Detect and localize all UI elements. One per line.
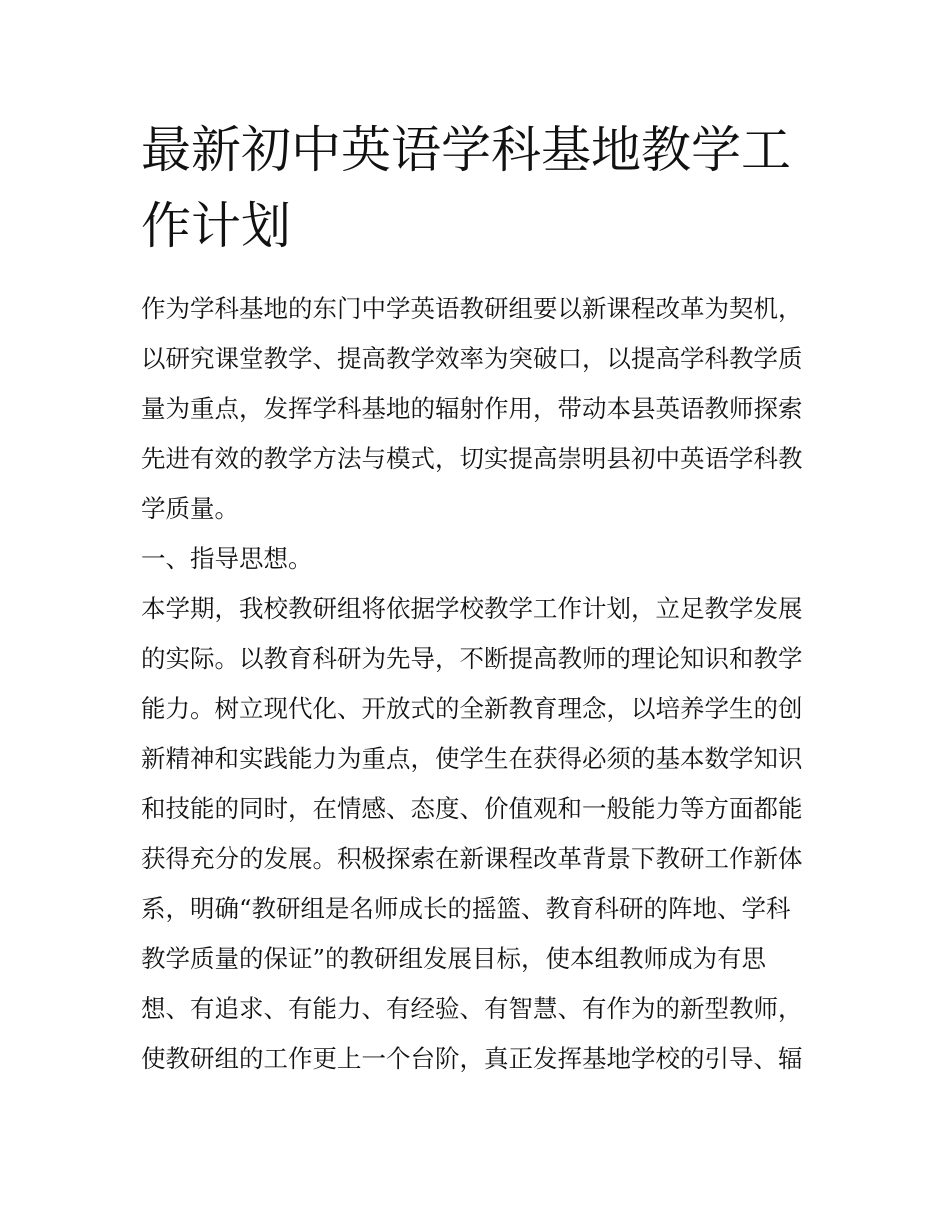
document-content (141, 112, 816, 1084)
document-title (141, 112, 816, 264)
body-line: 使教研组的工作更上一个台阶，真正发挥基地学校的引导、辐 (141, 1044, 803, 1073)
intro-line: 作为学科基地的东门中学英语教研组要以新课程改革为契机， (141, 294, 803, 323)
body-line: 能力。树立现代化、开放式的全新教育理念，以培养学生的创 (141, 694, 803, 723)
body-line: 和技能的同时，在情感、态度、价值观和一般能力等方面都能 (141, 794, 803, 823)
section-heading: 一、指导思想。 (141, 544, 313, 573)
intro-line: 先进有效的教学方法与模式，切实提高崇明县初中英语学科教 (141, 444, 803, 473)
intro-line: 以研究课堂教学、提高教学效率为突破口，以提高学科教学质 (141, 344, 803, 373)
body-line: 教学质量的保证”的教研组发展目标，使本组教师成为有思 (141, 944, 767, 973)
body-line: 获得充分的发展。积极探索在新课程改革背景下教研工作新体 (141, 844, 803, 873)
body-line: 系，明确“教研组是名师成长的摇篮、教育科研的阵地、学科 (141, 894, 791, 923)
document-body (141, 284, 816, 1084)
body-line: 想、有追求、有能力、有经验、有智慧、有作为的新型教师， (141, 994, 803, 1023)
title-line: 作计划 (141, 197, 291, 255)
intro-line: 量为重点，发挥学科基地的辐射作用，带动本县英语教师探索 (141, 394, 803, 423)
body-line: 本学期，我校教研组将依据学校教学工作计划，立足教学发展 (141, 594, 803, 623)
body-line: 的实际。以教育科研为先导，不断提高教师的理论知识和教学 (141, 644, 803, 673)
body-line: 新精神和实践能力为重点，使学生在获得必须的基本数学知识 (141, 744, 803, 773)
title-line: 最新初中英语学科基地教学工 (141, 121, 791, 179)
intro-line: 学质量。 (141, 494, 239, 523)
